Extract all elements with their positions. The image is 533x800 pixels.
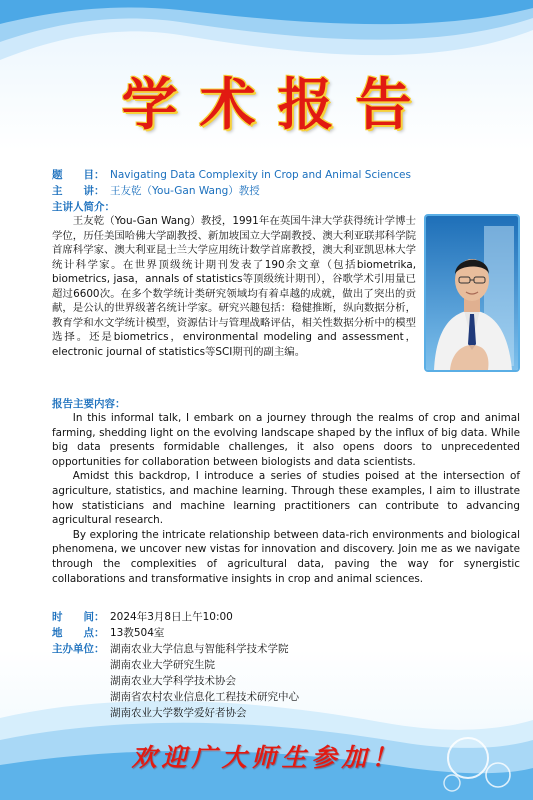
bio-label: 主讲人简介： bbox=[52, 201, 115, 213]
abstract-paragraph: In this informal talk, I embark on a journey through the realms of crop and animal farming, shedding light on the evolving landscape shaped by the influx of big data. While big data presents formidable challenges, it also opens doors to unprecedented opportunities for collaboration between biologists and data scientists. bbox=[52, 412, 520, 468]
abstract-label-row bbox=[52, 397, 126, 411]
abstract-label: 报告主要内容： bbox=[52, 398, 126, 410]
abstract-section bbox=[52, 411, 520, 586]
talk-title-row bbox=[52, 168, 411, 182]
speaker-bio: 王友乾（You-Gan Wang）教授，1991年在英国牛津大学获得统计学博士学位，历任美国哈佛大学副教授、新加坡国立大学副教授、澳大利亚联邦科学院首席科学家、澳大利亚昆士兰大学应用统计数学首席教授，澳大利亚凯思林大学统计科学家。在世界顶级统计期刊发表了190余文章（包括biometrika, biometrics, jasa，annals of statistics等顶级统计期刊），谷歌学术引用量已超过6600次。在多个数学统计类研究领域均有着卓越的成就，做出了突出的贡献，是公认的世界级著名统计学家。研究兴趣包括：稳健推断，纵向数据分析，教育学和水文学统计模型，资源估计与管理战略评估，相关性数据分析中的模型选择。还是biometrics，environmental modeling and assessment，electronic journal of statistics等SCI期刊的副主编。 bbox=[52, 215, 416, 358]
time-label: 时 间： bbox=[52, 611, 105, 623]
place-value: 13教504室 bbox=[110, 627, 165, 639]
abstract-paragraph: Amidst this backdrop, I introduce a series of studies poised at the intersection of agriculture, statistics, and machine learning. Through these examples, I aim to illustrate how statisticians and machine learning practitioners can contribute to advancing agricultural research. bbox=[52, 470, 520, 527]
host-item: 湖南农业大学研究生院 bbox=[110, 659, 215, 671]
host-item: 湖南农业大学数学爱好者协会 bbox=[110, 707, 247, 719]
host-row bbox=[52, 642, 110, 656]
time-value: 2024年3月8日上午10:00 bbox=[110, 611, 233, 623]
host-item: 湖南农业大学信息与智能科学技术学院 bbox=[110, 643, 289, 655]
speaker-name: 王友乾（You-Gan Wang）教授 bbox=[110, 185, 260, 197]
place-row bbox=[52, 626, 164, 640]
host-label: 主办单位： bbox=[52, 643, 105, 655]
host-item: 湖南农业大学科学技术协会 bbox=[110, 675, 236, 687]
time-row bbox=[52, 610, 233, 624]
bio-label-row bbox=[52, 200, 115, 214]
welcome-slogan: 欢迎广大师生参加！ bbox=[131, 743, 402, 772]
poster-title: 学术报告 bbox=[121, 72, 434, 138]
talk-title: Navigating Data Complexity in Crop and Animal Sciences bbox=[110, 169, 411, 181]
abstract-paragraph: By exploring the intricate relationship between data-rich environments and biological phenomena, we uncover new vistas for innovation and discovery. Join me as we navigate through the complexities of agricultural data, paving the way for synergistic collaborations and transformative insights in crop and animal sciences. bbox=[52, 528, 520, 585]
host-item: 湖南省农村农业信息化工程技术研究中心 bbox=[110, 691, 299, 703]
speaker-row bbox=[52, 184, 260, 198]
place-label: 地 点： bbox=[52, 627, 105, 639]
speaker-portrait-image bbox=[426, 216, 518, 370]
bio-section bbox=[52, 214, 520, 374]
speaker-photo bbox=[424, 214, 520, 372]
talk-title-label: 题 目： bbox=[52, 169, 105, 181]
speaker-label: 主 讲： bbox=[52, 185, 105, 197]
